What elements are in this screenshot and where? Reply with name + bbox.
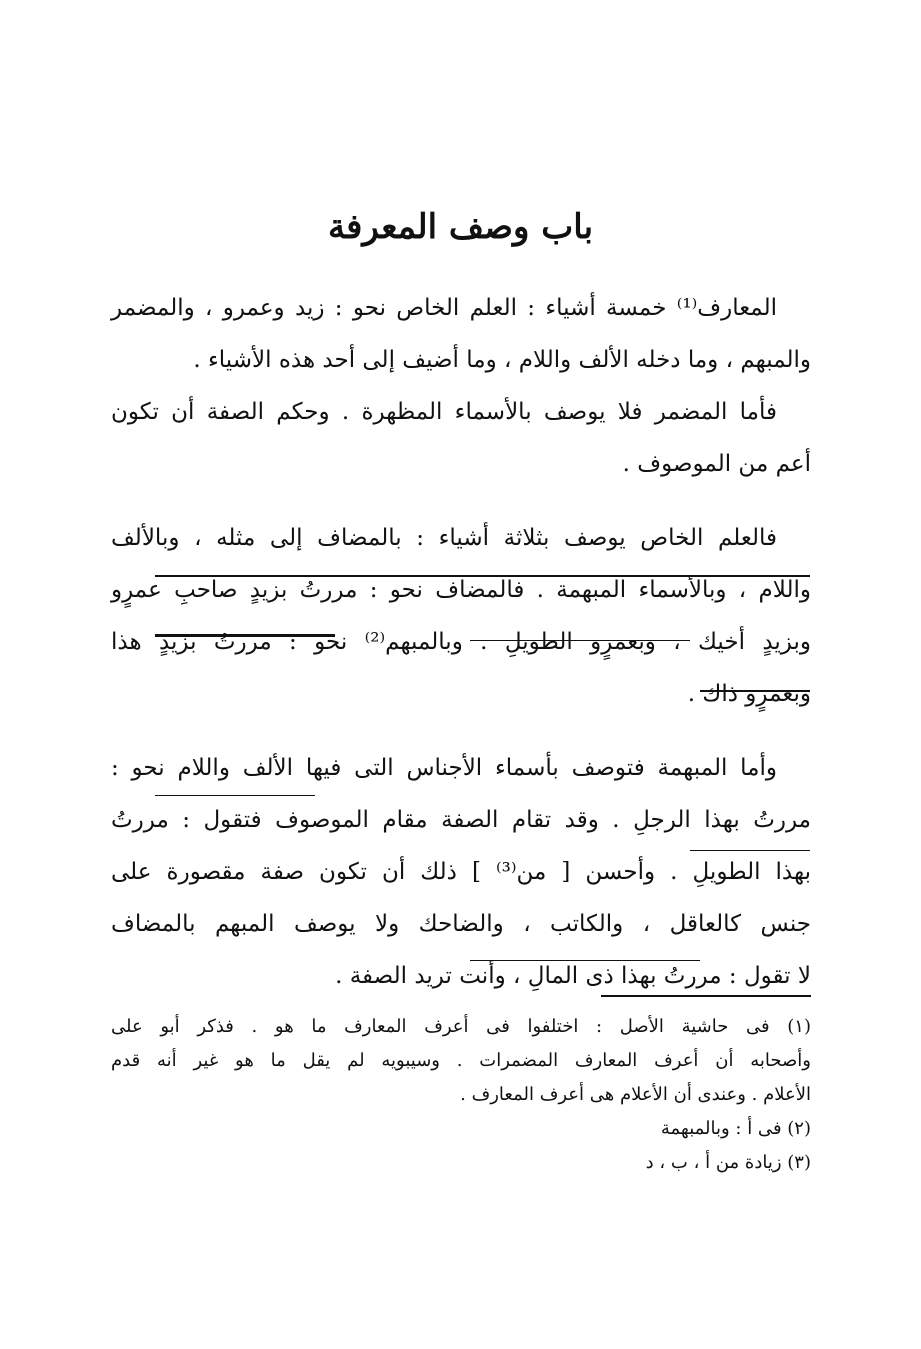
underline-mark [470, 640, 690, 641]
underline-mark [155, 795, 315, 796]
paragraph-gap [111, 490, 811, 512]
footnote-line: وأصحابه أن أعرف المعارف المضمرات . وسيبويه لم يقل ما هو غير أنه قدم [111, 1050, 811, 1071]
footnote-line: الأعلام . وعندى أن الأعلام هى أعرف المعارف . [460, 1084, 811, 1105]
underline-mark [155, 575, 810, 577]
footnote-line: (٢) فى أ : وبالمبهمة [660, 1118, 811, 1139]
paragraph-gap [111, 720, 811, 742]
underline-mark [155, 634, 335, 637]
main-text [111, 282, 811, 1002]
text-line: بهذا الطويلِ . وأحسن [ من⁽³⁾ ] ذلك أن تكون صفة مقصورة على [111, 859, 811, 885]
text-line: أعم من الموصوف . [622, 451, 811, 477]
underline-mark [470, 960, 700, 961]
footnote-separator [601, 995, 811, 997]
footnotes [111, 1010, 811, 1180]
text-line: والمبهم ، وما دخله الألف واللام ، وما أضيف إلى أحد هذه الأشياء . [193, 347, 811, 373]
footnote-line: (٣) زيادة من أ ، ب ، د [645, 1152, 811, 1173]
text-line: وبزيدٍ أخيك ، وبعمرٍو الطويلِ . وبالمبهم⁽²⁾ نحو : مررتُ بزيدٍ هذا [111, 629, 811, 655]
underline-mark [700, 690, 810, 692]
text-line: وأما المبهمة فتوصف بأسماء الأجناس التى فيها الألف واللام نحو : [111, 755, 777, 781]
footnote-line: (١) فى حاشية الأصل : اختلفوا فى أعرف المعارف ما هو . فذكر أبو على [111, 1016, 811, 1037]
text-line: المعارف⁽¹⁾ خمسة أشياء : العلم الخاص نحو : زيد وعمرو ، والمضمر [111, 295, 777, 321]
text-line: وبعمرٍو ذاك . [687, 681, 811, 707]
text-line: جنس كالعاقل ، والكاتب ، والضاحك ولا يوصف المبهم بالمضاف [111, 911, 811, 937]
text-line: لا تقول : مررتُ بهذا ذى المالِ ، وأنت تريد الصفة . [335, 963, 811, 989]
page-title: باب وصف المعرفة [327, 207, 594, 247]
text-line: فأما المضمر فلا يوصف بالأسماء المظهرة . وحكم الصفة أن تكون [111, 399, 777, 425]
text-line: مررتُ بهذا الرجلِ . وقد تقام الصفة مقام الموصوف فتقول : مررتُ [111, 807, 811, 833]
underline-mark [690, 850, 810, 851]
text-line: فالعلم الخاص يوصف بثلاثة أشياء : بالمضاف إلى مثله ، وبالألف [111, 525, 777, 551]
text-line: واللام ، وبالأسماء المبهمة . فالمضاف نحو : مررتُ بزيدٍ صاحبِ عمرٍو [111, 577, 811, 603]
